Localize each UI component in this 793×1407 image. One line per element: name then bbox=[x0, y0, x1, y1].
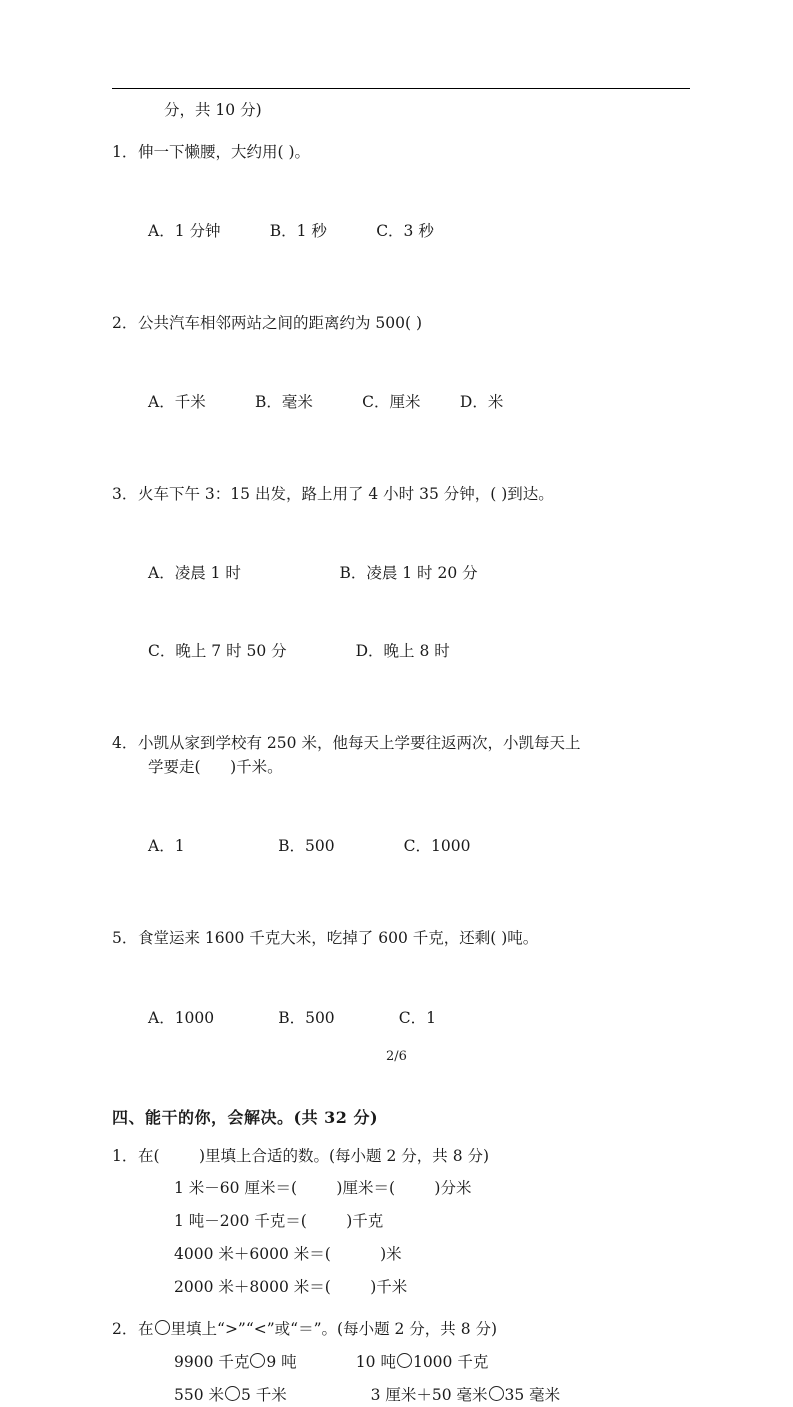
compare-left-b: 10 吨 bbox=[355, 1353, 396, 1372]
question-5-stem: 食堂运来 1600 千克大米，吃掉了 600 千克，还剩( )吨。 bbox=[138, 929, 539, 948]
question-2-options bbox=[148, 342, 703, 468]
section-four-item-2 bbox=[112, 1317, 703, 1407]
section-four-item-1 bbox=[112, 1144, 703, 1299]
option-row: C．晚上 7 时 50 分 D．晚上 8 时 bbox=[148, 642, 450, 661]
option-row: A．凌晨 1 时 B．凌晨 1 时 20 分 bbox=[148, 564, 478, 583]
compare-right-a: 9 吨 bbox=[266, 1353, 297, 1372]
header-rule bbox=[112, 88, 690, 89]
question-1 bbox=[112, 140, 703, 297]
compare-row bbox=[174, 1350, 703, 1374]
option-row: A．千米 B．毫米 C．厘米 D．米 bbox=[148, 393, 504, 412]
continued-fragment: 分，共 10 分) bbox=[164, 101, 262, 119]
item-1-number: 1． bbox=[112, 1147, 138, 1166]
compare-left-a: 9900 千克 bbox=[174, 1353, 250, 1372]
question-3-options bbox=[148, 513, 703, 717]
circle-blank-icon bbox=[155, 1320, 170, 1335]
option-row: A．1000 B．500 C．1 bbox=[148, 1008, 436, 1027]
question-2-number: 2． bbox=[112, 314, 138, 333]
question-5-options bbox=[148, 957, 703, 1083]
item-2-stem-prefix: 在 bbox=[138, 1320, 154, 1339]
question-3 bbox=[112, 482, 703, 717]
fill-line: 1 米－60 厘米＝( )厘米＝( )分米 bbox=[174, 1179, 472, 1198]
question-3-stem: 火车下午 3：15 出发，路上用了 4 小时 35 分钟，( )到达。 bbox=[138, 485, 554, 504]
item-2-number: 2． bbox=[112, 1320, 138, 1339]
page-number: 2/6 bbox=[386, 1049, 407, 1064]
item-2-head bbox=[112, 1317, 703, 1341]
question-4 bbox=[112, 731, 703, 912]
compare-right-b: 1000 千克 bbox=[412, 1353, 489, 1372]
item-1-head bbox=[112, 1144, 703, 1168]
question-1-number: 1． bbox=[112, 143, 138, 162]
question-4-stem: 小凯从家到学校有 250 米，他每天上学要往返两次，小凯每天上 bbox=[138, 734, 581, 753]
compare-right-a: 5 千米 bbox=[241, 1386, 287, 1405]
item-2-stem-suffix: 里填上“>”“<”或“＝”。(每小题 2 分，共 8 分) bbox=[170, 1320, 498, 1339]
question-3-number: 3． bbox=[112, 485, 138, 504]
question-1-options bbox=[148, 171, 703, 297]
question-4-stem-line2: 学要走( )千米。 bbox=[148, 758, 283, 777]
question-4-options bbox=[148, 786, 703, 912]
circle-blank-icon bbox=[250, 1353, 265, 1368]
circle-blank-icon bbox=[489, 1386, 504, 1401]
compare-row bbox=[174, 1383, 703, 1407]
question-2-stem: 公共汽车相邻两站之间的距离约为 500( ) bbox=[138, 314, 423, 333]
question-1-stem: 伸一下懒腰，大约用( )。 bbox=[138, 143, 311, 162]
page-content bbox=[112, 98, 703, 1407]
fill-line: 4000 米＋6000 米＝( )米 bbox=[174, 1245, 402, 1264]
item-1-stem: 在( )里填上合适的数。(每小题 2 分，共 8 分) bbox=[138, 1147, 490, 1166]
compare-left-a: 550 米 bbox=[174, 1386, 225, 1405]
fill-line: 1 吨－200 千克＝( )千克 bbox=[174, 1212, 384, 1231]
question-5-number: 5． bbox=[112, 929, 138, 948]
question-2 bbox=[112, 311, 703, 468]
option-row: A．1 B．500 C．1000 bbox=[148, 837, 471, 856]
fill-line: 2000 米＋8000 米＝( )千米 bbox=[174, 1278, 408, 1297]
compare-right-b: 35 毫米 bbox=[504, 1386, 561, 1405]
compare-left-b: 3 厘米＋50 毫米 bbox=[370, 1386, 488, 1405]
circle-blank-icon bbox=[397, 1353, 412, 1368]
section-four-heading: 四、能干的你，会解决。(共 32 分) bbox=[112, 1107, 379, 1127]
question-4-number: 4． bbox=[112, 734, 138, 753]
option-row: A．1 分钟 B．1 秒 C．3 秒 bbox=[148, 222, 434, 241]
circle-blank-icon bbox=[225, 1386, 240, 1401]
